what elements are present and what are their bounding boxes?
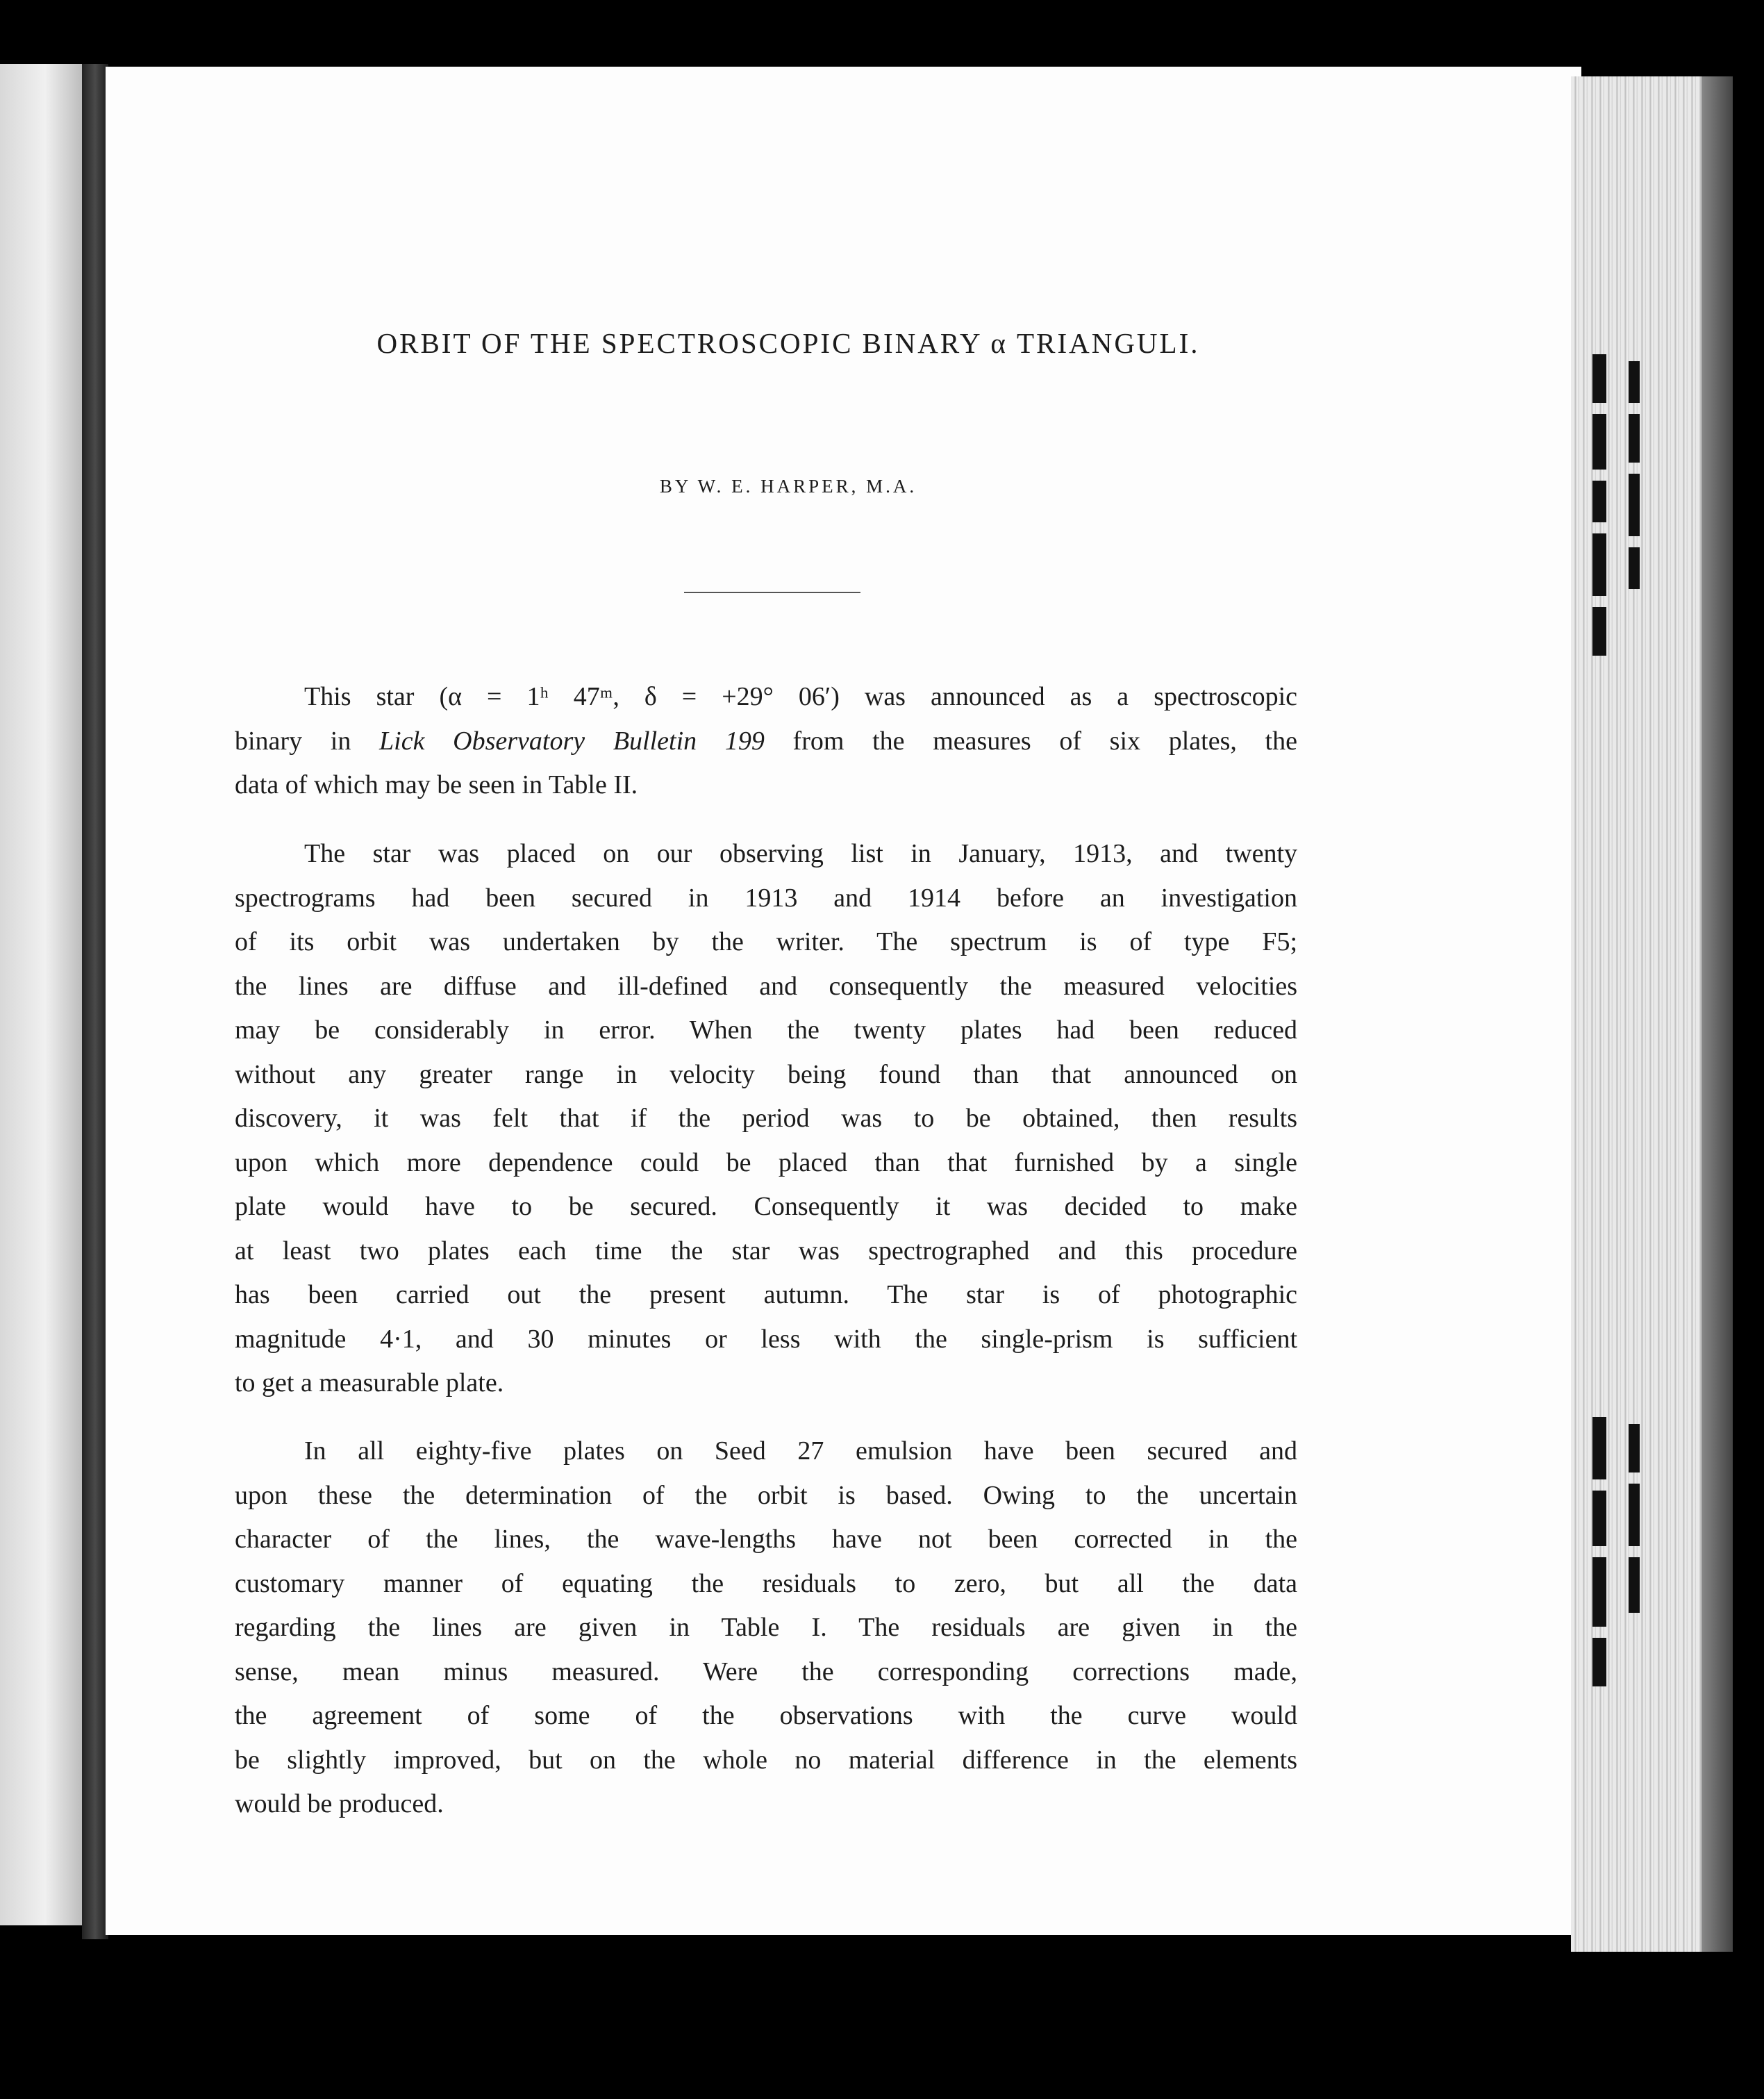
text-line-with-italic: binary in Lick Observatory Bulletin 199 from the measures of six plates, the [235,726,1297,756]
edge-stamp-upper-2 [1610,361,1658,589]
text-line: data of which may be seen in Table II. [235,770,638,799]
text-line: sense, mean minus measured. Were the corresponding corrections made, [235,1657,1297,1686]
text-line: at least two plates each time the star was spectrographed and this procedure [235,1236,1297,1266]
text-line: The star was placed on our observing list in January, 1913, and twenty [304,839,1297,868]
text-line: plate would have to be secured. Consequently it was decided to make [235,1192,1297,1221]
paragraph-3 [235,1429,1297,1827]
text-line: be slightly improved, but on the whole no material difference in the elements [235,1745,1297,1775]
book-gutter [82,64,108,1939]
text-line: the lines are diffuse and ill-defined and consequently the measured velocities [235,971,1297,1001]
text-line: would be produced. [235,1789,444,1818]
text-line: has been carried out the present autumn. The star is of photographic [235,1280,1297,1309]
text-line: This star (α = 1ʰ 47ᵐ, δ = +29° 06′) was announced as a spectroscopic [304,682,1297,711]
bulletin-reference: Lick Observatory Bulletin 199 [379,726,765,756]
edge-stamp-lower-2 [1610,1424,1658,1613]
text-line: the agreement of some of the observations with the curve would [235,1701,1297,1730]
text-line: to get a measurable plate. [235,1368,504,1397]
text-line: customary manner of equating the residuals to zero, but all the data [235,1568,1297,1598]
text-line: upon which more dependence could be placed than that furnished by a single [235,1147,1297,1177]
page-edge-shadow [1701,76,1733,1952]
text-line: regarding the lines are given in Table I. The residuals are given in the [235,1613,1297,1642]
title-rule [684,592,860,593]
text-line: character of the lines, the wave-lengths have not been corrected in the [235,1525,1297,1554]
text-line: In all eighty-five plates on Seed 27 emulsion have been secured and [304,1436,1297,1466]
text-line: spectrograms had been secured in 1913 and 1914 before an investigation [235,883,1297,913]
text-line: upon these the determination of the orbit is based. Owing to the uncertain [235,1480,1297,1510]
text-line: discovery, it was felt that if the period was to be obtained, then results [235,1104,1297,1133]
text-line: without any greater range in velocity being found than that announced on [235,1059,1297,1089]
text-line: of its orbit was undertaken by the writer. The spectrum is of type F5; [235,927,1297,956]
article-title: ORBIT OF THE SPECTROSCOPIC BINARY α TRIANGULI. [376,327,1200,359]
author-byline: BY W. E. HARPER, M.A. [659,476,917,497]
text-line: magnitude 4·1, and 30 minutes or less with the single-prism is sufficient [235,1324,1297,1354]
facing-page-edge [0,64,82,1925]
paragraph-1 [235,675,1297,808]
paragraph-2 [235,832,1297,1406]
text-line: may be considerably in error. When the twenty plates had been reduced [235,1015,1297,1045]
